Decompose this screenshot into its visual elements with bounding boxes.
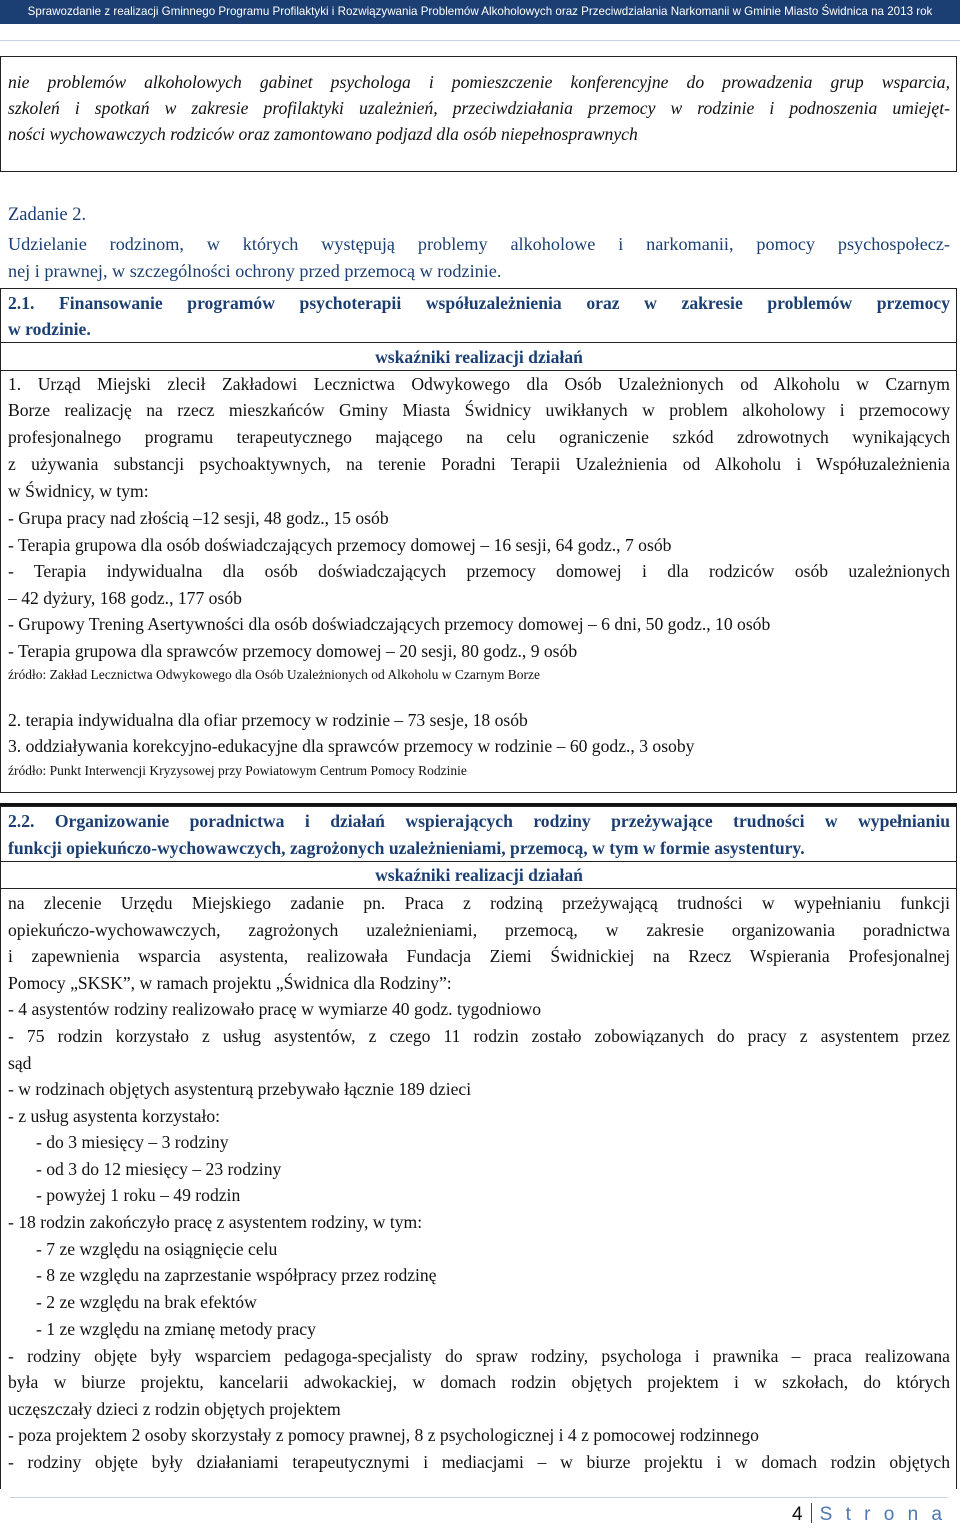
document-header: Sprawozdanie z realizacji Gminnego Programu Profilaktyki i Rozwiązywania Problemów Alkoholowych oraz Przeciwdziałania Narkomanii w Gminie Miasto Świdnica na 2013 rok [0,0,960,24]
reason-item-2: - 8 ze względu na zaprzestanie współpracy przez rodzinę [36,1265,437,1285]
closing-line-1: - rodziny objęte były wsparciem pedagoga-specjalisty do spraw rodziny, psychologa i prawnika – praca realizowana [8,1346,950,1366]
reason-item-3: - 2 ze względu na brak efektów [36,1292,257,1312]
section-2-2-indicators-heading: wskaźniki realizacji działań [375,865,583,885]
para1-line-5: w Świdnicy, w tym: [8,481,149,501]
point-2: 2. terapia indywidualna dla ofiar przemocy w rodzinie – 73 sesje, 18 osób [8,710,528,730]
closing-line-5: - rodziny objęte były działaniami terapeutycznymi i mediacjami – w biurze projektu i w domach rodzin objętych [8,1452,950,1472]
list-item-1: - 4 asystentów rodziny realizowało pracę w wymiarze 40 godz. tygodniowo [8,999,542,1019]
program-item-2: - Terapia grupowa dla osób doświadczających przemocy domowej – 16 sesji, 64 godz., 7 osób [8,535,672,555]
reason-item-4: - 1 ze względu na zmianę metody pracy [36,1319,316,1339]
header-rule [0,40,960,41]
task-desc-line-2: nej i prawnej, w szczególności ochrony przed przemocą w rodzinie. [8,261,502,281]
point-3: 3. oddziaływania korekcyjno-edukacyjne dla sprawców przemocy w rodzinie – 60 godz., 3 osoby [8,736,695,756]
para2-line-3: i zapewnienia wsparcia asystenta, realizowała Fundacja Ziemi Świdnickiej na Rzecz Wspierania Profesjonalnej [8,946,950,966]
duration-item-1: - do 3 miesięcy – 3 rodziny [36,1132,229,1152]
section-2-1-title-line-2: w rodzinie. [8,319,91,339]
source-1: źródło: Zakład Lecznictwa Odwykowego dla Osób Uzależnionych od Alkoholu w Czarnym Borze [8,667,540,682]
closing-line-3: uczęszczały dzieci z rodzin objętych projektem [8,1399,341,1419]
duration-item-2: - od 3 do 12 miesięcy – 23 rodziny [36,1159,282,1179]
intro-line-3: ności wychowawczych rodziców oraz zamontowano podjazd dla osób niepełnosprawnych [8,124,638,144]
para1-line-4: z używania substancji psychoaktywnych, na terenie Poradni Terapii Uzależnienia od Alkoholu i Współuzależnienia [8,454,950,474]
section-2-2-title-line-2: funkcji opiekuńczo-wychowawczych, zagrożonych uzależnieniami, przemocą, w tym w formie asystentury. [8,838,805,858]
list-item-2-cont: sąd [8,1053,32,1073]
list-item-3: - w rodzinach objętych asystenturą przebywało łącznie 189 dzieci [8,1079,472,1099]
para1-line-2: Borze realizację na rzecz mieszkańców Gminy Miasta Świdnicy uwikłanych w problem alkoholowy i przemocowy [8,400,950,420]
program-item-4: - Grupowy Trening Asertywności dla osób doświadczających przemocy domowej – 6 dni, 50 godz., 10 osób [8,614,771,634]
list-item-4: - z usług asystenta korzystało: [8,1106,221,1126]
footer-rule [10,1497,948,1498]
section-2-2-title-line-1: 2.2. Organizowanie poradnictwa i działań wspierających rodziny przeżywające trudności w wypełnianiu [8,811,950,831]
program-item-5: - Terapia grupowa dla sprawców przemocy domowej – 20 sesji, 80 godz., 9 osób [8,641,578,661]
reason-item-1: - 7 ze względu na osiągnięcie celu [36,1239,278,1259]
program-item-3-cont: – 42 dyżury, 168 godz., 177 osób [8,588,242,608]
section-2-1-title-line-1: 2.1. Finansowanie programów psychoterapii współuzależnienia oraz w zakresie problemów przemocy [8,293,950,313]
para2-line-1: na zlecenie Urzędu Miejskiego zadanie pn. Praca z rodziną przeżywającą trudności w wypełnianiu funkcji [8,893,950,913]
page-footer [792,1502,946,1528]
para1-line-1: 1. Urząd Miejski zlecił Zakładowi Lecznictwa Odwykowego dla Osób Uzależnionych od Alkoholu w Czarnym [8,374,950,394]
section-2-2-divider-2 [0,888,957,889]
closing-line-4: - poza projektem 2 osoby skorzystały z pomocy prawnej, 8 z psychologicznej i 4 z pomocowej rodzinnego [8,1425,759,1445]
program-item-1: - Grupa pracy nad złością –12 sesji, 48 godz., 15 osób [8,508,389,528]
task-desc-line-1: Udzielanie rodzinom, w których występują problemy alkoholowe i narkomanii, pomocy psychospołecz- [8,234,950,254]
para2-line-2: opiekuńczo-wychowawczych, zagrożonych uzależnieniami, przemocą, w zakresie organizowania poradnictwa [8,920,950,940]
source-2: źródło: Punkt Interwencji Kryzysowej przy Powiatowym Centrum Pomocy Rodzinie [8,763,467,778]
page-label: S t r o n a [819,1504,946,1525]
program-item-3: - Terapia indywidualna dla osób doświadczających przemocy domowej i dla rodziców osób uzależnionych [8,561,950,581]
footer-separator [811,1503,812,1523]
duration-item-3: - powyżej 1 roku – 49 rodzin [36,1185,241,1205]
task-heading: Zadanie 2. [8,205,87,225]
intro-line-1: nie problemów alkoholowych gabinet psychologa i pomieszczenie konferencyjne do prowadzenia grup wsparcia, [8,72,950,92]
intro-line-2: szkoleń i spotkań w zakresie profilaktyki uzależnień, przeciwdziałania przemocy w rodzinie i podnoszenia umiejęt- [8,98,950,118]
para1-line-3: profesjonalnego programu terapeutycznego mającego na celu ograniczenie szkód zdrowotnych wynikających [8,427,950,447]
para2-line-4: Pomocy „SKSK”, w ramach projektu „Świdnica dla Rodziny”: [8,973,452,993]
page-number: 4 [792,1504,803,1525]
closing-line-2: była w biurze projektu, kancelarii adwokackiej, w domach rodzin objętych projektem i w szkołach, do których [8,1372,950,1392]
ended-line: - 18 rodzin zakończyło pracę z asystentem rodziny, w tym: [8,1212,423,1232]
section-2-1-indicators-heading: wskaźniki realizacji działań [375,347,583,367]
section-2-1-divider [0,342,957,343]
list-item-2: - 75 rodzin korzystało z usług asystentów, z czego 11 rodzin zostało zobowiązanych do pracy z asystentem przez [8,1026,950,1046]
